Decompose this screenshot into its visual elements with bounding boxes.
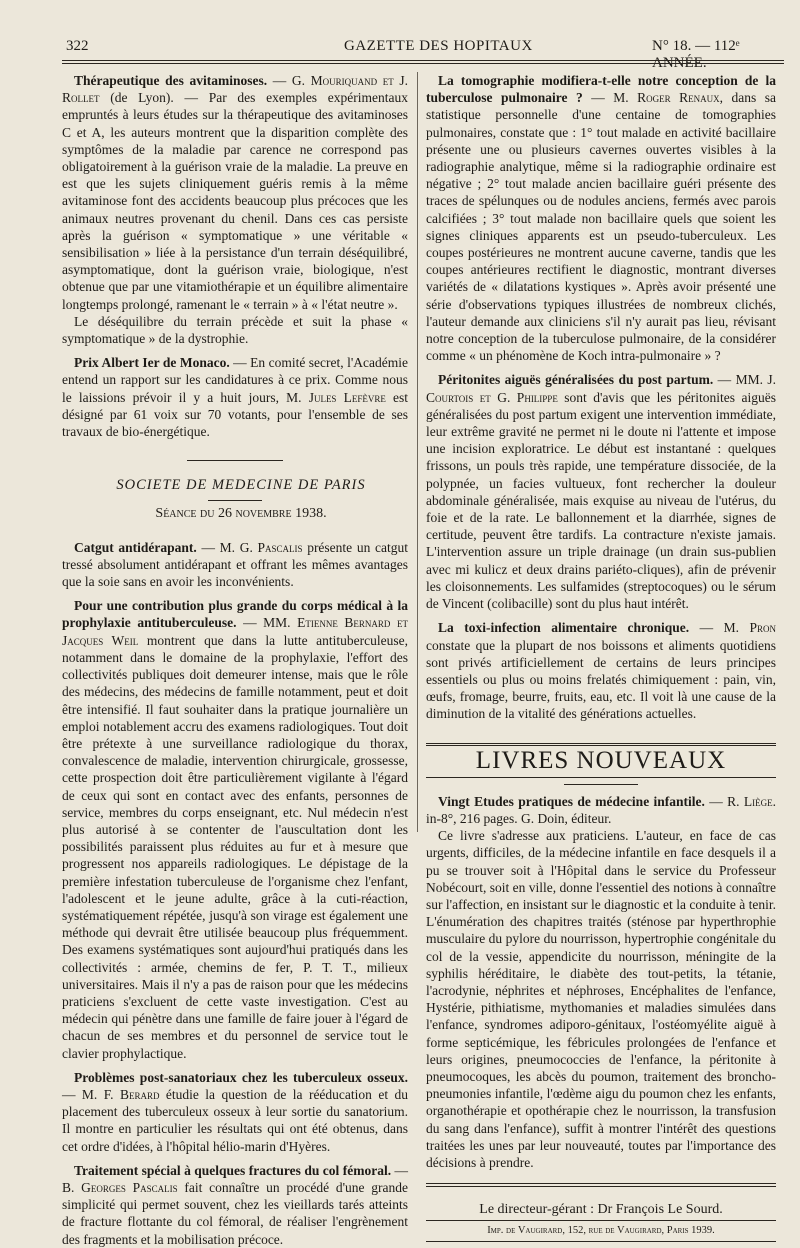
livres-heading-box [426, 743, 776, 778]
header-rule [62, 60, 784, 64]
journal-title: GAZETTE DES HOPITAUX [344, 38, 533, 54]
page-number: 322 [66, 38, 89, 54]
article-femoral: Traitement spécial à quelques fractures du col fémoral. — B. Georges Pascalis fait connaître un procédé d'une grande simplicité qui permet souvent, chez les vieillards tarés atteints de fracture flottante du col fémoral, de réaliser l'engrènement des fragments et la mobilisation précoce. [62, 1162, 409, 1247]
article-title: Problèmes post-sanatoriaux chez les tuberculeux osseux. [74, 1069, 408, 1085]
article-body: dans sa statistique personnelle d'une centaine de tomographies pulmonaires, constate que : 1° tout malade en activité bacillaire présente une ou plusieurs cavernes ouvertes visibles à la radiographie analytique, même si la radiographie ordinaire est négative ; 2° tout malade ancien bacillaire guéri présente des traces de spélunques ou de nodules anciens, fermés avec parois calcifiées ; 3° tout malade non bacillaire quels que soient les signes cliniques apparents est un pseudo-tuberculeux. Les coupes postérieures ne montrent aucune caverne, tandis que les coupes antérieures rectifient le diagnostic, montrant diverses variétés de « dilatations kystiques ». Après avoir présenté une série d'observations typiques illustrées de nombreux clichés, l'auteur demande aux cliniciens s'il n'y aurait pas lieu, révisant notre conception de la tuberculose pulmonaire, de la considérer comme « un phénomène de Koch intra-pulmonaire » ? [426, 90, 777, 364]
page-header [62, 34, 782, 71]
article-body: sont d'avis que les péritonites aiguës généralisées du post partum exigent une intervention immédiate, leur extrême gravité ne permet ni le doute ni l'attente et impose une incision exploratrice. Le début est instantané : quelques frissons, un pouls très rapide, une température dissociée, de la polypnée, un facies vultueux, font rechercher la douleur abdominale généralisée, mais exquise au niveau de l'utérus, du foie et de la rate. Le ballonnement et la diarrhée, signes de certitude, peuvent être tardifs. La contracture n'existe jamais. L'intervention assure un triple drainage (un drain sus-publien avec mi kulicz et deux drains pariéto-cliques), afin de prévenir les cloisonnements. Les sulfamides (streptocoques) ou le sérum de Vincent (colibacille) sont du plus haut intérêt. [426, 389, 777, 612]
article-toxi: La toxi-infection alimentaire chronique. — M. Pron constate que la plupart de nos boissons et aliments quotidiens sont privés artificiellement de certains de leurs principes essentiels ou plus ou moins frelatés chimiquement : pain, vin, œufs, fromage, beurre, fruits, eau, etc. Il voit là une cause de la diminution de la vitalité des générations actuelles. [426, 620, 776, 722]
article-title: Péritonites aiguës généralisées du post partum. [438, 372, 714, 388]
article-title: Traitement spécial à quelques fractures du col fémoral. [74, 1162, 392, 1178]
article-avitaminoses: Thérapeutique des avitaminoses. — G. Mouriquand et J. Rollet (de Lyon). — Par des exemples expérimentaux empruntés à leurs études sur la thérapeutique des avitaminoses C et A, les auteurs montrent que la disparition complète des symptômes de la maladie par carence ne correspond pas obligatoirement à la guérison vraie de la maladie. La preuve en est que les sujets cliniquement guéris remis à la même avitaminose font des accidents beaucoup plus précoces que les animaux neutres provenant du chenil. Dans ces cas persiste après la guérison « symptomatique » une véritable « sensibilisation » liée à la persistance d'un terrain déséquilibré, asymptomatique, dont la guérison vraie, biologique, n'est obtenue que par une vitamiothérapie et un équilibre alimentaire longtemps prolongé, ramenant le « terrain » à « l'état neutre ». [62, 73, 409, 312]
article-title: La tomographie modifiera-t-elle notre conception de la tuberculose pulmonaire ? [426, 73, 776, 106]
book-author: R. Liège. [727, 793, 776, 809]
left-column [62, 72, 408, 1248]
article-peritonites: Péritonites aiguës généralisées du post partum. — MM. J. Courtois et G. Philippe sont d'avis que les péritonites aiguës généralisées du post partum exigent une intervention immédiate, leur extrême gravité ne permet ni le doute ni l'attente et impose une incision exploratrice. Le début est instantané : quelques frissons, un pouls très rapide, une température dissociée, de la polypnée, un facies vultueux, font rechercher la douleur abdominale généralisée, mais exquise au niveau de l'utérus, du foie et de la rate. Le ballonnement et la diarrhée, signes de certitude, peuvent être tardifs. La contracture n'existe jamais. L'intervention assure un triple drainage (un drain sus-publien avec mi kulicz et deux drains pariéto-cliques), afin de prévenir les cloisonnements. Les sulfamides (streptocoques) ou le sérum de Vincent (colibacille) sont du plus haut intérêt. [426, 372, 777, 612]
article-title: La toxi-infection alimentaire chronique. [438, 620, 690, 636]
article-body: étudie la question de la rééducation et du placement des tuberculeux osseux à leur sortie du sanatorium. Il montre en particulier les résultats qui ont été obtenus, dans cet ordre d'idées, à l'hôpital hélio-marin d'Hyères. [62, 1086, 408, 1154]
article-author: M. Pron [723, 620, 776, 636]
article-title: Thérapeutique des avitaminoses. [74, 73, 268, 88]
article-body: Par des exemples expérimentaux empruntés à leurs études sur la thérapeutique des avitaminoses C et A, les auteurs montrent que la disparition complète des symptômes de la maladie par carence ne correspond pas obligatoirement à la guérison vraie de la maladie. La preuve en est que les sujets cliniquement guéris remis à la même avitaminose font des accidents beaucoup plus précoces que les animaux neutres provenant du chenil. Dans ces cas persiste après la guérison « symptomatique » une véritable « sensibilisation » liée à la persistance d'un terrain déséquilibré, asymptomatique, dont la guérison vraie, biologique, n'est obtenue que par une vitamiothérapie et un équilibre alimentaire longtemps prolongé, ramenant le « terrain » à « l'état neutre ». [62, 90, 408, 312]
article-author: G. Mouriquand et J. Rollet [62, 73, 409, 106]
article-author-place: (de Lyon). [110, 90, 174, 106]
directeur-gerant: Le directeur-gérant : Dr François Le Sourd. [479, 1202, 723, 1218]
article-author: MM. Etienne Bernard et Jacques Weil [62, 615, 408, 648]
article-sanatoriaux: Problèmes post-sanatoriaux chez les tuberculeux osseux. — M. F. Berard étudie la question de la rééducation et du placement des tuberculeux osseux à leur sortie du sanatorium. Il montre en particulier les résultats qui ont été obtenus, dans cet ordre d'idées, à l'hôpital hélio-marin d'Hyères. [62, 1069, 408, 1154]
book-review: Ce livre s'adresse aux praticiens. L'auteur, en face de cas urgents, difficiles, de la médecine infantile en face desquels il a pu se trouver soit à l'Hôpital dans le service du Professeur Nobécourt, soit en ville, donne l'essentiel des notions à connaître sur l'affection, en insistant sur le diagnostic et la conduite à tenir. L'énumération des chapitres traités (sténose par hyperthrophie musculaire du pylore du nourrisson, hypertrophie congénitale du col de la vessie, appendicite du nourrisson, méningite de la syphilis héréditaire, le diabète des tout-petits, la tétanie, l'acrodynie, néphrites et néphroses, Encéphalites de l'enfance, Hystérie, pithiatisme, mythomanies et maladies simulées dans l'enfance, syndromes adiporo-génitaux, l'ostéomyélite aiguë à forme septicémique, les fébricules prolongées de l'enfance et leurs origines, pneumococcies de l'enfance, la péritonite à pneumocoques, les abcès du poumon, traitement des broncho-pneumonies infantile, l'œdème aigu du poumon chez les enfants, organothérapie et opothérapie chez le nourrisson, la transfusion du sang dans l'enfance), suffit à montrer l'intérêt des questions traitées les unes par leur nouveauté, toutes par l'importance des décisions à prendre. [426, 828, 776, 1170]
book-vingt-etudes: Vingt Etudes pratiques de médecine infantile. — R. Liège. in-8°, 216 pages. G. Doin, éditeur. [426, 793, 776, 826]
column-divider [417, 72, 418, 832]
article-title: Catgut antidérapant. [74, 539, 197, 555]
article-body: En comité secret, l'Académie entend un rapport sur les candidatures à ce prix. Comme nous le laissions prévoir il y a huit jours, M. [62, 355, 409, 405]
article-author: M. Roger Renaux, [613, 90, 724, 106]
article-body: fait connaître un procédé d'une grande simplicité qui permet souvent, chez les vieillards tarés atteints de fracture flottante du col fémoral, de réaliser l'engrènement des fragments et la mobilisation précoce. [62, 1179, 408, 1247]
article-catgut: Catgut antidérapant. — M. G. Pascalis présente un catgut tressé absolument antidérapant et offrant les mêmes avantages que la soie sans en avoir les inconvénients. [62, 539, 408, 590]
livres-heading: LIVRES NOUVEAUX [475, 746, 727, 774]
article-author: M. G. Pascalis [219, 539, 303, 555]
article-title: Pour une contribution plus grande du corps médical à la prophylaxie antituberculeuse. [62, 598, 408, 631]
section-rule [564, 784, 638, 785]
article-body: est désigné par 61 voix sur 70 votants, pour l'ensemble de ses travaux de bio-énergétique. [62, 389, 409, 440]
article-contribution: Pour une contribution plus grande du corps médical à la prophylaxie antituberculeuse. — MM. Etienne Bernard et Jacques Weil montrent que dans la lutte antituberculeuse, notamment dans le domaine de la prophylaxie, l'effort des collectivités publiques doit demeurer intense, mais que le rôle des médecins, des médecins de famille notamment, peut et doit être intensifié. Il faut souhaiter dans la pratique journalière un emploi notablement accru des examens radiologiques. Tout doit être prétexte à une surveillance radiologique du thorax, convalescence de maladie, intervention chirurgicale, grossesse, cette prospection doit être particulièrement vigilante à l'égard de ceux qui sont en contact avec des enfants, personnes de service, membres du corps enseignant, etc. Nul médecin n'est plus autorisé à se contenter de l'auscultation dont les possibilités paraissent plus réduites au fur et à mesure que progressent nos appareils radiologiques. Le dépistage de la première infestation tuberculeuse de l'organisme chez l'enfant, l'adolescent et le jeune adulte, grâce à la cuti-réaction, systématiquement répétée, jusqu'à son virage est également une méthode qui devrait être utilisée beaucoup plus fréquemment. Des examens systématiques sont aujourd'hui pratiqués dans les collectivités : armée, chemins de fer, P. T. T., milieux universitaires. Mais il n'y a pas de raison pour que les médecins praticiens s'excluent de cette vaste investigation. C'est au médecin qui pénètre dans une famille de faire jouer à l'égard de chacun de ses membres et du personnel de service tout le clavier prophylactique. [62, 598, 408, 1061]
article-body: présente un catgut tressé absolument antidérapant et offrant les mêmes avantages que la soie sans en avoir les inconvénients. [62, 539, 408, 590]
section-rule [187, 460, 283, 461]
article-author: M. F. Berard [81, 1086, 160, 1102]
footer-rule [426, 1183, 776, 1187]
article-title: Prix Albert Ier de Monaco. [74, 355, 230, 371]
right-column [426, 72, 776, 1242]
article-body: constate que la plupart de nos boissons et aliments quotidiens sont privés artificiellement de certains de leurs principes essentiels ou plus ou moins frelatés chimiquement : pain, vin, œufs, fromage, beurre, fruits, eau, etc. Il voit là une cause de la diminution de la vitalité des générations actuelles. [426, 637, 776, 722]
article-author: MM. J. Courtois et G. Philippe [426, 372, 776, 405]
article-author: B. Georges Pascalis [62, 1179, 178, 1195]
issue-number: N° 18. — 112ᵉ ANNÉE. [652, 38, 740, 71]
section-rule [208, 500, 262, 501]
society-title: SOCIETE DE MEDECINE DE PARIS [116, 477, 366, 494]
article-tomographie: La tomographie modifiera-t-elle notre conception de la tuberculose pulmonaire ? — M. Roger Renaux, dans sa statistique personnelle d'une centaine de tomographies pulmonaires, constate que : 1° tout malade en activité bacillaire présente une ou plusieurs cavernes ouvertes visibles à la radiographie analytique, même si la radiographie ordinaire est négative ; 2° tout malade ancien bacillaire guéri présente des traces de spélunques ou de nodules anciens, fermés avec parois calcifiées ; 3° tout malade non bacillaire quels que soient les signes cliniques apparents est un pseudo-tuberculeux. Les coupes postérieures ne montrent aucune caverne, tandis que les coupes antérieures rectifient le diagnostic, montrant diverses variétés de « dilatations kystiques ». Après avoir présenté une série d'observations typiques illustrées de nombreux clichés, l'auteur demande aux cliniciens s'il n'y aurait pas lieu, révisant notre conception de la tuberculose pulmonaire, de la considérer comme « un phénomène de Koch intra-pulmonaire » ? [426, 73, 777, 364]
book-meta: in-8°, 216 pages. G. Doin, éditeur. [426, 810, 612, 826]
seance-date: Séance du 26 novembre 1938. [155, 506, 327, 522]
article-body: montrent que dans la lutte antituberculeuse, notamment dans le domaine de la prophylaxie, l'effort des collectivités publiques doit demeurer intense, mais que le rôle des médecins, des médecins de famille notamment, peut et doit être intensifié. Il faut souhaiter dans la pratique journalière un emploi notablement accru des examens radiologiques. Tout doit être prétexte à une surveillance radiologique du thorax, convalescence de maladie, intervention chirurgicale, grossesse, cette prospection doit être particulièrement vigilante à l'égard de ceux qui sont en contact avec des enfants, personnes de service, membres du corps enseignant, etc. Nul médecin n'est plus autorisé à se contenter de l'auscultation dont les possibilités paraissent plus réduites au fur et à mesure que progressent nos appareils radiologiques. Le dépistage de la première infestation tuberculeuse de l'organisme chez l'enfant, l'adolescent et le jeune adulte, grâce à la cuti-réaction, systématiquement répétée, jusqu'à son virage est également une méthode qui devrait être utilisée beaucoup plus fréquemment. Des examens systématiques sont aujourd'hui pratiqués dans les collectivités : armée, chemins de fer, P. T. T., milieux universitaires. Mais il n'y a pas de raison pour que les médecins praticiens s'excluent de cette vaste investigation. C'est au médecin qui pénètre dans une famille de faire jouer à l'égard de chacun de ses membres et du personnel de service tout le clavier prophylactique. [62, 632, 408, 1061]
article-avitaminoses-conclusion: Le déséquilibre du terrain précède et suit la phase « symptomatique » de la dystrophie. [62, 313, 408, 347]
article-prix: Prix Albert Ier de Monaco. — En comité secret, l'Académie entend un rapport sur les candidatures à ce prix. Comme nous le laissions prévoir il y a huit jours, M. Jules Lefèvre est désigné par 61 voix sur 70 votants, pour l'ensemble de ses travaux de bio-énergétique. [62, 355, 409, 440]
imprimeur-line: Imp. de Vaugirard, 152, rue de Vaugirard, Paris 1939. [426, 1220, 776, 1241]
book-title: Vingt Etudes pratiques de médecine infantile. [438, 793, 705, 809]
article-person: Jules Lefèvre [308, 389, 386, 405]
